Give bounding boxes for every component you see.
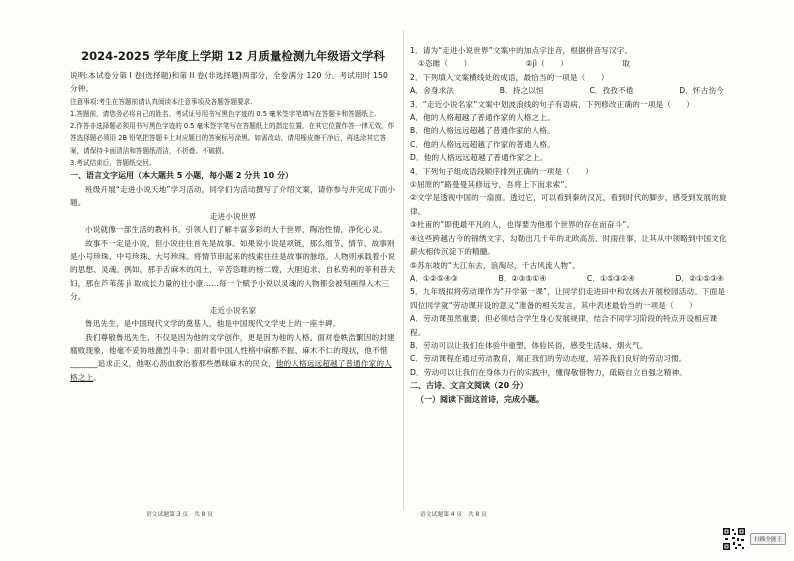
q4-sentence-5: ⑤苏东坡的“大江东去，浪淘尽，千古风流人物”。 xyxy=(410,260,580,270)
exam-title: 2024-2025 学年度上学期 12 月质量检测九年级语文学科 xyxy=(81,49,385,63)
q4-option-d: D．②①⑤③④ xyxy=(675,273,724,283)
question-1-items xyxy=(410,57,730,70)
passage-paragraph-3: 鲁迅先生，是中国现代文学的奠基人，他是中国现代文学史上的一座丰碑。 xyxy=(85,319,341,329)
page-footer-right: 语文试题第 4 页 共 8 页 xyxy=(420,512,487,518)
left-page xyxy=(70,40,396,384)
page-footer-left: 语文试题第 3 页 共 8 页 xyxy=(146,512,213,518)
passage-paragraph-4 xyxy=(70,331,396,385)
subheading-novel-masters: 走近小说名家 xyxy=(209,305,257,315)
q4-sentence-1: ①屈原的“路曼曼其修远兮，吾将上下而求索”。 xyxy=(410,180,573,190)
passage-text: 追求正义，他呕心沥血救治着那些愚昧麻木的民众， xyxy=(97,359,276,369)
notice-item-3: 3.考试结束后，答题纸交回。 xyxy=(70,158,156,167)
q5-option-d: D．劳动可以让我们在身体力行的实践中，懂得敬惜物力，砥砺自立自强之精神。 xyxy=(410,367,688,377)
section-2-heading: 二、古诗、文言文阅读（20 分） xyxy=(410,381,528,391)
wavy-underlined-sentence: 他的人格远远超越了普通作家的人格之上 xyxy=(70,359,392,382)
question-3: 3．“走近小说名家”文案中划波浪线的句子有语病，下列修改正确的一项是（ ） xyxy=(410,99,695,109)
passage-paragraph-1: 小说就像一部生活的教科书。引领人们了解丰富多彩的大千世界，陶冶性情，净化心灵。 xyxy=(85,225,388,235)
q4-sentence-2: ②文学是透视中国的一扇窗。透过它，可以看到秦砖汉瓦，看到时代的脚步，感受到发展的旋律。 xyxy=(410,193,727,216)
qr-code-icon xyxy=(722,527,746,551)
q4-sentence-4: ④这些跨越古今的锦绣文字，勾勒出几千年的北欧高岳、时雨往事，让其从中领略到中国文化薪火相传沉淀下的精髓。 xyxy=(410,233,727,257)
q5-option-b: B．劳动可以让我们在体验中重塑，体验民俗，感受生活味、烟火气。 xyxy=(410,340,648,350)
section-1-heading: 一、语言文字运用（本大题共 5 小题，每小题 2 分共 10 分） xyxy=(70,171,293,181)
q4-sentence-3: ③杜甫的“即使最平凡的人，也得要为他那个世界的存在而奋斗”。 xyxy=(410,220,635,230)
question-5: 5．九年级拟将劳动课作为“开学第一课”，让同学们走进田中和农场去开展校园活动。下面是四位同学就“劳动课开设的意义”准备的相关发言，其中表述最恰当的一项是（ ） xyxy=(410,287,726,310)
scanner-app-badge: 扫描全能王 xyxy=(750,533,786,545)
question-2: 2．下列填入文案横线处的成语，最恰当的一项是（ ） xyxy=(410,72,609,82)
q4-option-b: B．②③⑤①④ xyxy=(498,273,547,283)
q3-option-c: C．他的人格远远超越了作家的普通人格。 xyxy=(410,139,555,149)
subheading-novel-world: 走进小说世界 xyxy=(209,211,257,221)
question-2-options xyxy=(410,84,730,97)
section-1-intro: 班级开展“走进小说天地”学习活动，同学们为活动撰写了介绍文案，请你参与并完成下面小题。 xyxy=(70,185,396,208)
q2-option-b: B．持之以恒 xyxy=(499,86,544,96)
q2-option-c: C．孜孜不倦 xyxy=(589,86,634,96)
notice-heading: 注意事项:考生在答题前请认真阅读本注意事项及各题答题要求. xyxy=(70,97,253,106)
q4-option-a: A．①②⑤④③ xyxy=(410,273,458,283)
q3-option-a: A．他的人格超越了普通作家的人格之上。 xyxy=(410,113,555,123)
right-page xyxy=(410,44,730,407)
section-2-subheading: （一）阅读下面这首诗，完成小题。 xyxy=(416,395,544,405)
question-1: 1．请为“走进小说世界”文案中的加点字注音，根据拼音写汉字。 xyxy=(410,46,633,55)
exam-description: 说明:本试卷分第 I 卷(选择题)和第 II 卷(非选择题)两部分，全卷满分 120 分。考试用时 150 分钟。 xyxy=(70,71,388,94)
notice-item-1: 1.答题前，请您务必将自己的姓名、考试证号用书写黑色字迹的 0.5 毫米签字笔填写在答题卡和答题纸上. xyxy=(70,110,377,119)
q3-option-b: B．他的人格远远超越了普通作家的人格。 xyxy=(410,126,555,136)
notice-item-2: 2.作答非选择题必须用书写黑色字迹的 0.5 毫米签字笔写在答题纸上的指定位置，在其它位置作答一律无效。作答选择题必须用 2B 铅笔把答题卡上对应题目的答案标号涂黑。如需改动，请用橡皮擦干净后，再选涂其它答案，请保持卡面清洁和答题纸清洁，不折叠、不破损。 xyxy=(70,122,395,155)
page-divider xyxy=(403,30,404,510)
passage-paragraph-2: 故事不一定是小说，但小说往往首先是故事。如果说小说是项链，那么细节、情节、故事则是小号珍珠、中号珍珠、大号珍珠。将情节串起来的线索往往是故事的脉络。人物则承载着小说的思想、灵魂。例如，那手舌麻木的闰土，辛苦恣睢的杨二嫂，大胆追求、自私势利的菲利普夫妇，那在芦苇荡 jì 取成长力量的社小康……每一个赋予小说以灵魂的人物都会被刻画得入木三分。 xyxy=(70,238,396,302)
q1-item-1: ①恣睢（ ） xyxy=(418,59,472,69)
q4-option-c: C．①⑤③②④ xyxy=(586,273,635,283)
question-4: 4．下列句子组成语段顺序排列正确的一项是（ ） xyxy=(410,166,594,176)
passage-text: 我们尊敬鲁迅先生，不仅是因为他的文学创作，更是因为他的人格。面对卷帙浩繁因的封建腐败现象，他毫不妥协地激烈斗争；面对着中国人性格中麻醉不振、麻木不仁的现状，他不惜 xyxy=(70,332,395,355)
q2-option-d: D．怀古伤今 xyxy=(679,86,724,96)
q5-option-c: C．劳动课程在通过劳动教育，端正我们的劳动态度，培养我们良好的劳动习惯。 xyxy=(410,354,687,364)
q1-item-3: 取 xyxy=(622,59,630,69)
q1-item-2: ②jì（ ） xyxy=(525,59,569,69)
q5-option-a: A．劳动课虽然重要，但必须结合学生身心发展规律，结合不同学习阶段的特点开设相应课程。 xyxy=(410,314,718,337)
idiom-blank: _______ xyxy=(70,359,98,369)
q3-option-d: D．他的人格远远超越了普通作家之上。 xyxy=(410,153,548,163)
q2-option-a: A．舍身求法 xyxy=(410,86,455,96)
question-4-options xyxy=(410,272,730,285)
passage-text: 。 xyxy=(93,372,101,382)
